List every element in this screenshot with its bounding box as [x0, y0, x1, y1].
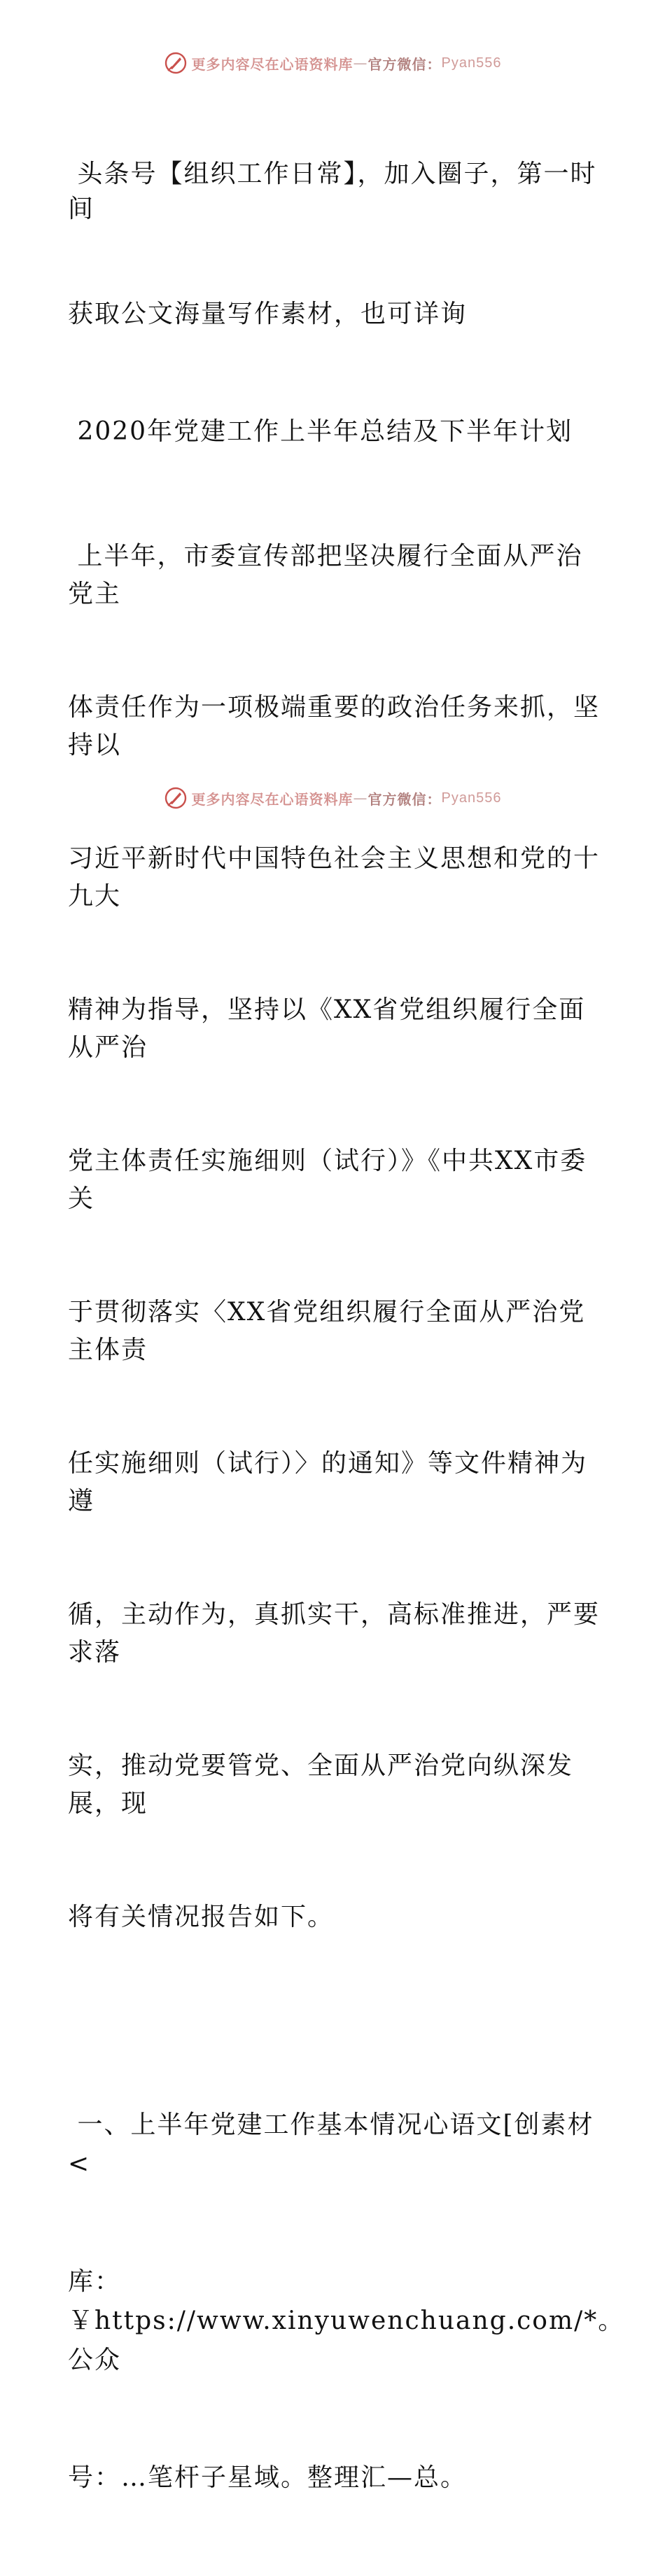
- document-body: [68, 87, 625, 2576]
- document-title: 2020年党建工作上半年总结及下半年计划: [68, 417, 573, 446]
- body-line: 体责任作为一项极端重要的政治任务来抓，坚持以: [68, 693, 601, 760]
- body-line: 精神为指导，坚持以《XX省党组织履行全面从严治: [68, 995, 586, 1062]
- watermark-footer: [0, 784, 665, 812]
- body-line: 于贯彻落实〈XX省党组织履行全面从严治党主体责: [68, 1298, 586, 1364]
- feather-pen-logo-icon: [164, 51, 188, 75]
- watermark-wechat-id: Pyan556: [441, 55, 502, 71]
- body-paragraph: [68, 462, 600, 2012]
- body-line: 将有关情况报告如下。: [68, 1903, 335, 1931]
- body-line: 循，主动作为，真抓实干，高标准推进，严要求落: [68, 1600, 601, 1667]
- body-line: 任实施细则（试行）〉的通知》等文件精神为遵: [68, 1449, 588, 1516]
- watermark-wechat-label: 官方微信：: [368, 790, 442, 808]
- body-line: 实，推动党要管党、全面从严治党向纵深发展，现: [68, 1751, 574, 1818]
- body-line: 习近平新时代中国特色社会主义思想和党的十九大: [68, 844, 601, 911]
- section-line: 库：￥https://www.xinyuwenchuang.com/*。公众: [68, 2267, 625, 2374]
- intro-paragraph: [68, 87, 600, 402]
- watermark-dash: —: [353, 55, 368, 71]
- body-line: 上半年，市委宣传部把坚决履行全面从严治党主: [68, 542, 583, 608]
- intro-line: 获取公文海量写作素材，也可详询: [68, 300, 468, 328]
- section-line: 号：…笔杆子星域。整理汇—总。: [68, 2463, 468, 2492]
- watermark-main-text: 更多内容尽在心语资料库: [191, 55, 354, 73]
- intro-line: 头条号【组织工作日常】，加入圈子，第一时间: [68, 160, 597, 223]
- watermark-wechat-label: 官方微信：: [368, 55, 442, 73]
- watermark-main-text: 更多内容尽在心语资料库: [191, 790, 354, 808]
- body-line: 党主体责任实施细则（试行）》《中共XX市委关: [68, 1147, 587, 1213]
- watermark-header: [0, 49, 665, 77]
- feather-pen-logo-icon: [164, 786, 188, 810]
- section-heading-paragraph: [68, 2027, 625, 2576]
- watermark-dash: —: [353, 790, 368, 806]
- section-line: 一、上半年党建工作基本情况心语文[创素材<: [68, 2110, 594, 2178]
- watermark-wechat-id: Pyan556: [441, 790, 502, 806]
